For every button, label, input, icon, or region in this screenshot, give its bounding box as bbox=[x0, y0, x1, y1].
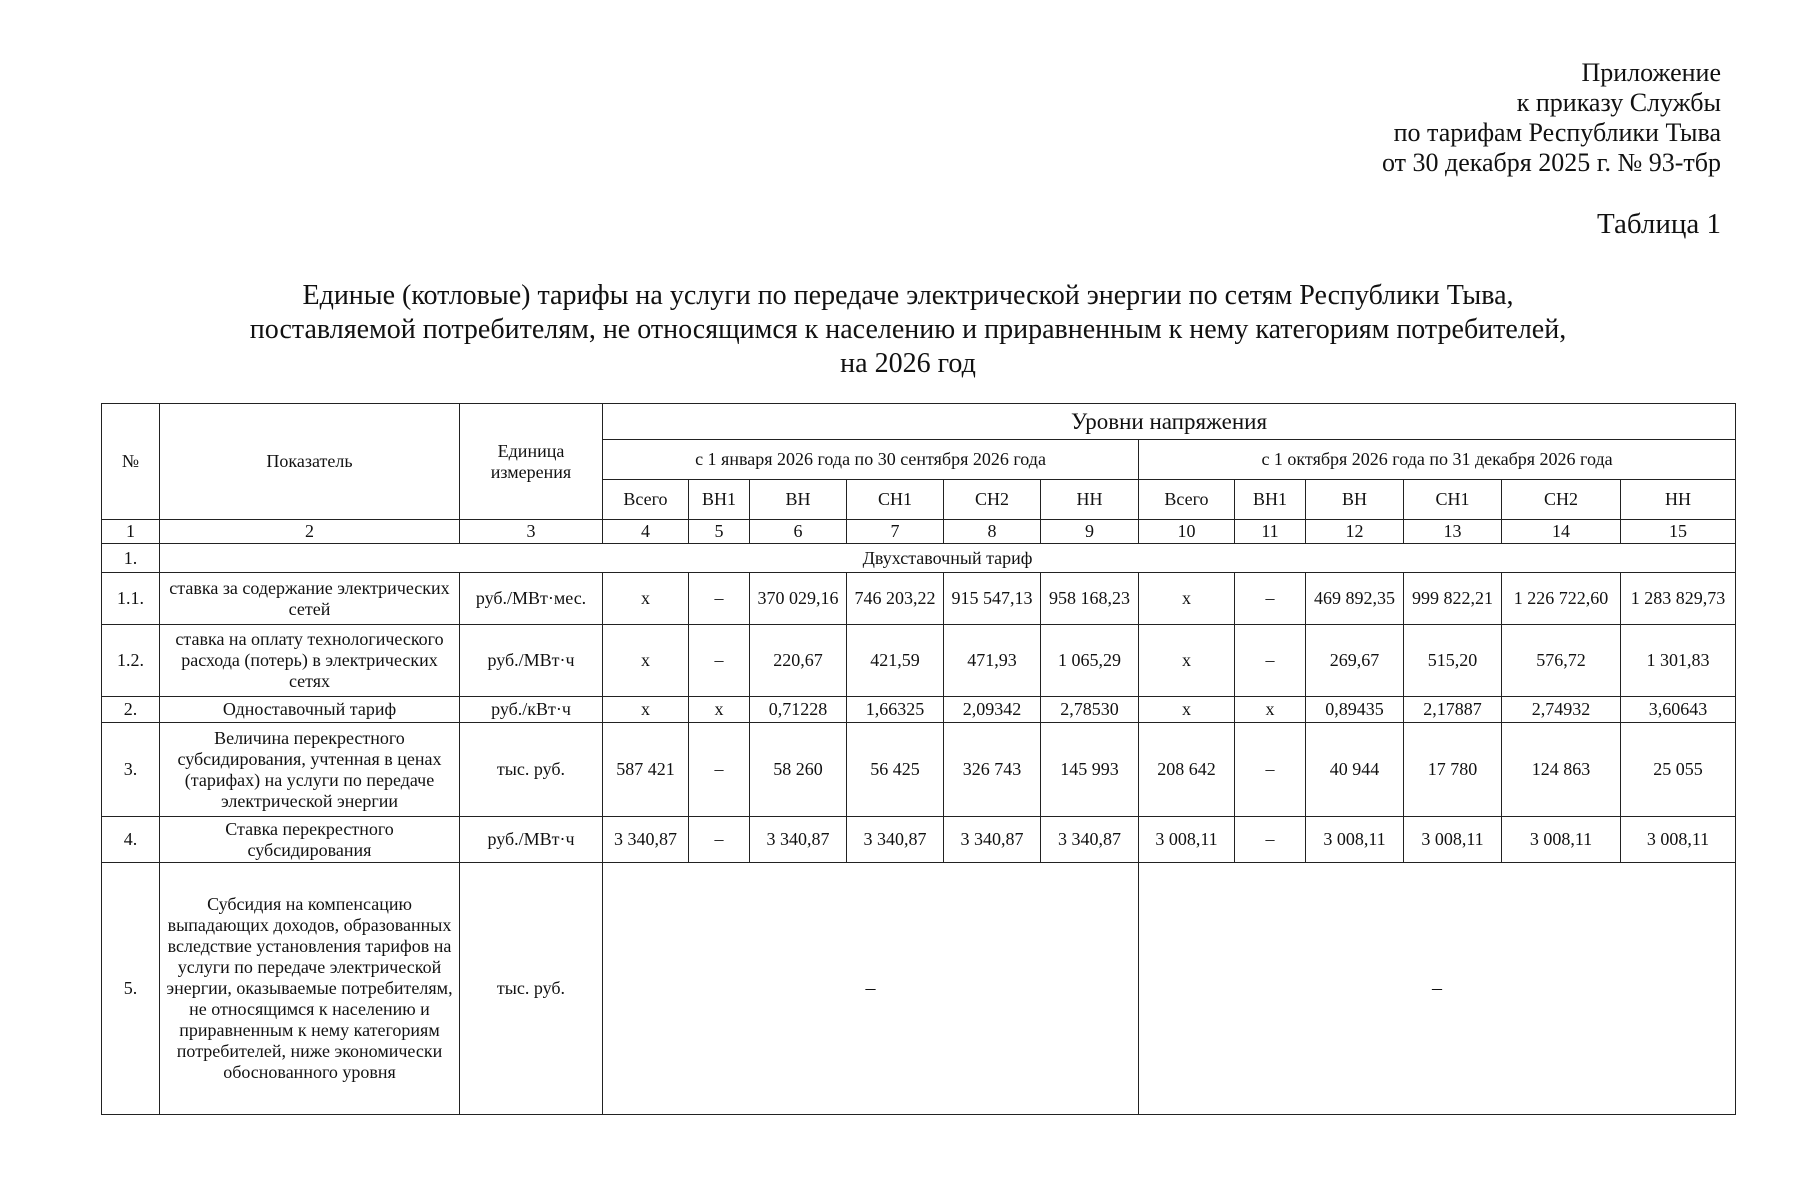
row-number: 1. bbox=[102, 544, 160, 573]
table-cell: – bbox=[1235, 573, 1306, 625]
table-cell: 2,78530 bbox=[1041, 697, 1139, 723]
table-cell: x bbox=[1235, 697, 1306, 723]
appendix-line-4: от 30 декабря 2025 г. № 93-тбр bbox=[1381, 148, 1721, 177]
header-no: № bbox=[102, 404, 160, 520]
col-index: 3 bbox=[460, 520, 603, 544]
col-index: 12 bbox=[1306, 520, 1404, 544]
table-cell: 1 065,29 bbox=[1041, 625, 1139, 697]
table-cell: x bbox=[1139, 573, 1235, 625]
table-cell: 3 008,11 bbox=[1621, 817, 1736, 863]
table-cell: 2,17887 bbox=[1404, 697, 1502, 723]
col-header: ВН1 bbox=[1235, 480, 1306, 520]
table-cell: 1 283 829,73 bbox=[1621, 573, 1736, 625]
period-1-value: – bbox=[603, 863, 1139, 1115]
col-index: 10 bbox=[1139, 520, 1235, 544]
table-cell: 587 421 bbox=[603, 723, 689, 817]
row-number: 4. bbox=[102, 817, 160, 863]
table-cell: 40 944 bbox=[1306, 723, 1404, 817]
row-unit: руб./МВт·ч bbox=[460, 817, 603, 863]
col-header: СН1 bbox=[847, 480, 944, 520]
table-cell: 3 340,87 bbox=[603, 817, 689, 863]
col-header: НН bbox=[1621, 480, 1736, 520]
col-header: Всего bbox=[1139, 480, 1235, 520]
table-cell: 576,72 bbox=[1502, 625, 1621, 697]
row-number: 2. bbox=[102, 697, 160, 723]
row-number: 3. bbox=[102, 723, 160, 817]
col-index: 2 bbox=[160, 520, 460, 544]
table-cell: 3 008,11 bbox=[1139, 817, 1235, 863]
table-row bbox=[102, 697, 1736, 723]
row-unit: руб./МВт·мес. bbox=[460, 573, 603, 625]
col-index: 15 bbox=[1621, 520, 1736, 544]
table-cell: 370 029,16 bbox=[750, 573, 847, 625]
table-row bbox=[102, 817, 1736, 863]
header-period-1: с 1 января 2026 года по 30 сентября 2026 года bbox=[603, 440, 1139, 480]
table-cell: 56 425 bbox=[847, 723, 944, 817]
table-cell: – bbox=[689, 573, 750, 625]
row-label: Величина перекрестного субсидирования, учтенная в ценах (тарифах) на услуги по передаче электрической энергии bbox=[160, 723, 460, 817]
table-cell: 58 260 bbox=[750, 723, 847, 817]
col-header: ВН1 bbox=[689, 480, 750, 520]
table-cell: 145 993 bbox=[1041, 723, 1139, 817]
table-cell: 3 008,11 bbox=[1502, 817, 1621, 863]
header-indicator: Показатель bbox=[160, 404, 460, 520]
appendix-line-3: по тарифам Республики Тыва bbox=[1393, 118, 1721, 147]
table-cell: 17 780 bbox=[1404, 723, 1502, 817]
col-index: 4 bbox=[603, 520, 689, 544]
table-cell: 208 642 bbox=[1139, 723, 1235, 817]
appendix-line-1: Приложение bbox=[1581, 58, 1721, 87]
table-cell: 3 008,11 bbox=[1404, 817, 1502, 863]
header-voltage-levels: Уровни напряжения bbox=[603, 404, 1736, 440]
appendix-line-2: к приказу Службы bbox=[1516, 88, 1721, 117]
col-index: 6 bbox=[750, 520, 847, 544]
row-unit: тыс. руб. bbox=[460, 863, 603, 1115]
col-header: СН2 bbox=[944, 480, 1041, 520]
table-cell: 3 008,11 bbox=[1306, 817, 1404, 863]
table-cell: 469 892,35 bbox=[1306, 573, 1404, 625]
table-cell: x bbox=[603, 573, 689, 625]
table-cell: x bbox=[603, 625, 689, 697]
col-index: 13 bbox=[1404, 520, 1502, 544]
table-cell: 269,67 bbox=[1306, 625, 1404, 697]
table-cell: 515,20 bbox=[1404, 625, 1502, 697]
table-cell: – bbox=[1235, 625, 1306, 697]
table-label: Таблица 1 bbox=[1596, 208, 1721, 240]
table-cell: x bbox=[1139, 697, 1235, 723]
col-index: 5 bbox=[689, 520, 750, 544]
table-cell: 124 863 bbox=[1502, 723, 1621, 817]
row-unit: тыс. руб. bbox=[460, 723, 603, 817]
col-header: СН1 bbox=[1404, 480, 1502, 520]
col-index: 9 bbox=[1041, 520, 1139, 544]
table-row bbox=[102, 723, 1736, 817]
col-header: НН bbox=[1041, 480, 1139, 520]
tariff-table bbox=[101, 403, 1736, 1115]
table-cell: 3 340,87 bbox=[1041, 817, 1139, 863]
col-header: ВН bbox=[1306, 480, 1404, 520]
col-header: ВН bbox=[750, 480, 847, 520]
row-unit: руб./МВт·ч bbox=[460, 625, 603, 697]
table-cell: 1 301,83 bbox=[1621, 625, 1736, 697]
table-row bbox=[102, 573, 1736, 625]
col-index: 7 bbox=[847, 520, 944, 544]
table-cell: 0,89435 bbox=[1306, 697, 1404, 723]
table-cell: 3,60643 bbox=[1621, 697, 1736, 723]
table-cell: – bbox=[689, 817, 750, 863]
table-cell: x bbox=[603, 697, 689, 723]
title-line-2: поставляемой потребителям, не относящимся к населению и приравненным к нему категориям потребителей, bbox=[249, 314, 1567, 345]
row-unit: руб./кВт·ч bbox=[460, 697, 603, 723]
header-period-2: с 1 октября 2026 года по 31 декабря 2026 года bbox=[1139, 440, 1736, 480]
table-row bbox=[102, 625, 1736, 697]
table-cell: x bbox=[689, 697, 750, 723]
col-index: 1 bbox=[102, 520, 160, 544]
table-cell: – bbox=[1235, 723, 1306, 817]
table-cell: 746 203,22 bbox=[847, 573, 944, 625]
col-header: СН2 bbox=[1502, 480, 1621, 520]
period-2-value: – bbox=[1139, 863, 1736, 1115]
table-cell: 1,66325 bbox=[847, 697, 944, 723]
row-number: 1.2. bbox=[102, 625, 160, 697]
document-title bbox=[0, 279, 1816, 381]
table-cell: 915 547,13 bbox=[944, 573, 1041, 625]
table-cell: 3 340,87 bbox=[847, 817, 944, 863]
table-cell: – bbox=[1235, 817, 1306, 863]
table-cell: 1 226 722,60 bbox=[1502, 573, 1621, 625]
table-cell: 421,59 bbox=[847, 625, 944, 697]
col-index: 11 bbox=[1235, 520, 1306, 544]
row-number: 1.1. bbox=[102, 573, 160, 625]
title-line-1: Единые (котловые) тарифы на услуги по передаче электрической энергии по сетям Республики Тыва, bbox=[302, 280, 1514, 311]
table-cell: 25 055 bbox=[1621, 723, 1736, 817]
table-cell: 999 822,21 bbox=[1404, 573, 1502, 625]
row-label: Одноставочный тариф bbox=[160, 697, 460, 723]
table-cell: 958 168,23 bbox=[1041, 573, 1139, 625]
table-row bbox=[102, 544, 1736, 573]
row-label: ставка за содержание электрических сетей bbox=[160, 573, 460, 625]
appendix-header bbox=[1382, 58, 1721, 178]
row-label: Субсидия на компенсацию выпадающих доходов, образованных вследствие установления тарифов на услуги по передаче электрической энергии, оказываемые потребителям, не относящимся к населению и приравненным к нему категориям потребителей, ниже экономически обоснованного уровня bbox=[160, 863, 460, 1115]
table-cell: 220,67 bbox=[750, 625, 847, 697]
table-cell: 2,74932 bbox=[1502, 697, 1621, 723]
table-cell: 326 743 bbox=[944, 723, 1041, 817]
table-row bbox=[102, 863, 1736, 1115]
table-cell: 471,93 bbox=[944, 625, 1041, 697]
title-line-3: на 2026 год bbox=[840, 348, 976, 379]
table-cell: – bbox=[689, 625, 750, 697]
table-cell: – bbox=[689, 723, 750, 817]
col-index: 14 bbox=[1502, 520, 1621, 544]
table-cell: 3 340,87 bbox=[750, 817, 847, 863]
col-header: Всего bbox=[603, 480, 689, 520]
table-cell: 2,09342 bbox=[944, 697, 1041, 723]
col-index: 8 bbox=[944, 520, 1041, 544]
table-cell: 0,71228 bbox=[750, 697, 847, 723]
row-number: 5. bbox=[102, 863, 160, 1115]
header-unit: Единица измерения bbox=[460, 404, 603, 520]
section-label: Двухставочный тариф bbox=[160, 544, 1736, 573]
table-cell: 3 340,87 bbox=[944, 817, 1041, 863]
row-label: ставка на оплату технологического расхода (потерь) в электрических сетях bbox=[160, 625, 460, 697]
table-cell: x bbox=[1139, 625, 1235, 697]
row-label: Ставка перекрестного субсидирования bbox=[160, 817, 460, 863]
